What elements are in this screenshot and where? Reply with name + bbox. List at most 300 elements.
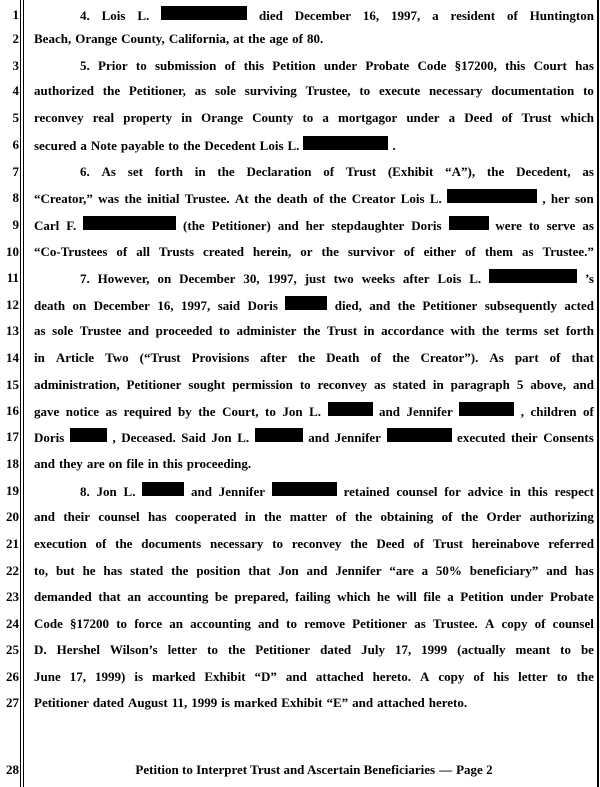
word: accounting xyxy=(190,616,251,631)
word: and xyxy=(257,616,279,631)
word: with xyxy=(450,323,476,338)
word: L. xyxy=(429,191,442,206)
text-line xyxy=(34,189,594,207)
word: Deed xyxy=(464,110,493,125)
word: his xyxy=(493,669,510,684)
word: Trustee. xyxy=(432,616,478,631)
word: has xyxy=(147,509,167,524)
word: Trustee.” xyxy=(542,244,594,259)
word: and xyxy=(572,377,594,392)
word: and xyxy=(306,563,328,578)
word: of xyxy=(323,164,335,179)
word: reconvey xyxy=(291,536,342,551)
word: Trustee, xyxy=(305,83,351,98)
word: execute xyxy=(378,83,421,98)
word: or xyxy=(300,244,313,259)
word: to xyxy=(286,616,297,631)
word: paragraph xyxy=(450,377,510,392)
text-line xyxy=(34,482,594,500)
redaction-box xyxy=(449,216,489,230)
word: of xyxy=(413,536,425,551)
word: “Creator,” xyxy=(34,191,93,206)
word: prepared, xyxy=(234,589,289,604)
word: real xyxy=(92,110,115,125)
word: documents xyxy=(141,536,202,551)
line-number: 2 xyxy=(12,31,19,46)
word: Creator xyxy=(351,191,396,206)
word: 50% xyxy=(435,563,462,578)
word: an xyxy=(127,589,142,604)
word: in xyxy=(194,164,206,179)
word: Wilson’s xyxy=(109,642,158,657)
word: “A”), xyxy=(445,164,476,179)
word: Petitioner xyxy=(352,616,408,631)
word: Carl xyxy=(34,218,60,233)
text-line xyxy=(34,6,594,24)
word: stated xyxy=(130,563,164,578)
word: Petitioner, xyxy=(128,83,186,98)
word: marked xyxy=(152,669,196,684)
word: in xyxy=(509,484,521,499)
word: part xyxy=(514,350,539,365)
text-line xyxy=(34,30,594,48)
word: Probate xyxy=(365,58,410,73)
word: on xyxy=(108,456,123,471)
word: be xyxy=(580,642,594,657)
word: the xyxy=(217,164,235,179)
word: by xyxy=(177,404,192,419)
footer-title: Petition to Interpret Trust and Ascertain Beneficiaries xyxy=(135,762,436,777)
word: in xyxy=(181,110,193,125)
word: A xyxy=(419,669,430,684)
word: “Co-Trustees xyxy=(34,244,108,259)
word: obtaining xyxy=(380,509,434,524)
word: Lois xyxy=(400,191,425,206)
word: Trust xyxy=(345,164,377,179)
word: that xyxy=(571,350,594,365)
word: the xyxy=(392,350,410,365)
word: stepdaughter xyxy=(331,218,405,233)
line-number: 10 xyxy=(6,244,19,259)
redaction-box xyxy=(142,482,184,496)
word: on xyxy=(72,298,87,313)
text-line xyxy=(34,588,594,606)
word: Two xyxy=(105,350,129,365)
word: §17200, xyxy=(454,58,497,73)
word: 16, xyxy=(157,298,174,313)
word: after xyxy=(260,350,287,365)
word: 17, xyxy=(69,669,86,684)
word: Jon xyxy=(96,484,117,499)
word: the xyxy=(198,404,216,419)
line-number: 28 xyxy=(6,762,19,777)
word: As xyxy=(489,350,504,365)
word: death xyxy=(276,191,308,206)
word: Exhibit xyxy=(204,669,246,684)
word: Deceased. xyxy=(121,430,176,445)
word: the xyxy=(321,244,339,259)
word: two xyxy=(333,271,354,286)
redaction-box xyxy=(255,428,303,442)
line-number: 20 xyxy=(6,509,19,524)
word: Doris xyxy=(34,430,65,445)
word: which xyxy=(337,589,371,604)
word: Code xyxy=(34,616,63,631)
word: D. xyxy=(34,642,47,657)
word: this xyxy=(527,484,548,499)
word: the xyxy=(397,298,415,313)
word: of xyxy=(441,509,453,524)
word: the xyxy=(253,191,272,206)
text-line xyxy=(34,57,594,75)
word: Doris xyxy=(247,298,278,313)
word: at xyxy=(233,31,244,46)
word: is xyxy=(221,695,230,710)
word: Court xyxy=(533,58,567,73)
word: to xyxy=(556,669,568,684)
word: and xyxy=(34,456,55,471)
word: and xyxy=(369,298,391,313)
word: Orange xyxy=(201,110,244,125)
line-number: 8 xyxy=(12,190,19,205)
word: of xyxy=(116,244,128,259)
line-number: 7 xyxy=(12,164,19,179)
word: son xyxy=(574,191,594,206)
word: Prior xyxy=(98,58,128,73)
word: letter xyxy=(167,642,198,657)
line-number: 22 xyxy=(6,563,19,578)
word: §17200 xyxy=(70,616,110,631)
word: resident xyxy=(450,8,496,23)
word: which xyxy=(560,110,594,125)
word: proceeded xyxy=(155,323,213,338)
word: Trustee. xyxy=(184,191,230,206)
line-number: 9 xyxy=(12,217,19,232)
word: as xyxy=(521,244,534,259)
line-number: 17 xyxy=(6,429,19,444)
text-line xyxy=(34,376,594,394)
word: and xyxy=(308,430,330,445)
word: 11, xyxy=(171,695,188,710)
word: her xyxy=(305,218,325,233)
word: L. xyxy=(469,271,482,286)
word: survivor xyxy=(347,244,395,259)
word: permission xyxy=(232,377,293,392)
word: to xyxy=(359,83,371,98)
word: created xyxy=(203,244,244,259)
word: a xyxy=(322,110,329,125)
word: Jennifer xyxy=(335,563,382,578)
word: the xyxy=(297,350,316,365)
redaction-box xyxy=(387,428,452,442)
word: the xyxy=(329,191,347,206)
text-line xyxy=(34,402,594,420)
word: children xyxy=(530,404,577,419)
word: retained xyxy=(343,484,390,499)
word: as xyxy=(194,83,207,98)
word: (actually xyxy=(457,642,506,657)
word: to xyxy=(207,642,218,657)
word: cooperated xyxy=(175,509,237,524)
word: the xyxy=(264,509,282,524)
word: necessary xyxy=(209,536,264,551)
word: all xyxy=(136,244,150,259)
word: he xyxy=(82,563,96,578)
word: Note xyxy=(90,138,117,153)
word: Petitioner xyxy=(255,642,311,657)
word: has xyxy=(575,563,594,578)
word: was xyxy=(98,191,120,206)
word: to xyxy=(135,58,147,73)
word: of xyxy=(465,244,476,259)
word: administration, xyxy=(34,377,120,392)
word: hereto. xyxy=(428,695,468,710)
word: (the xyxy=(183,218,205,233)
redaction-box xyxy=(83,216,176,230)
word: 1999) xyxy=(94,669,126,684)
word: reconvey xyxy=(34,110,84,125)
word: 1997, xyxy=(267,271,297,286)
word: to xyxy=(299,377,311,392)
word: submission xyxy=(154,58,217,73)
word: forth xyxy=(565,323,594,338)
text-line xyxy=(34,163,594,181)
redaction-box xyxy=(489,269,577,283)
word: death xyxy=(34,298,66,313)
word: stated xyxy=(392,377,426,392)
word: but xyxy=(55,563,75,578)
word: Lois xyxy=(437,271,462,286)
right-margin-rule xyxy=(597,0,599,787)
redaction-box xyxy=(328,402,373,416)
word: documentation xyxy=(491,83,575,98)
word: to xyxy=(265,404,276,419)
text-line xyxy=(34,455,594,473)
word: Jennifer xyxy=(334,430,381,445)
word: mortgagor xyxy=(338,110,398,125)
word: serve xyxy=(546,218,576,233)
word: set xyxy=(127,164,143,179)
word: accounting xyxy=(147,589,209,604)
word: December xyxy=(93,298,150,313)
word: August xyxy=(127,695,168,710)
word: to xyxy=(302,110,314,125)
text-line xyxy=(34,243,594,261)
word: Beach, xyxy=(34,31,72,46)
word: Creator”). xyxy=(420,350,479,365)
word: the xyxy=(460,509,479,524)
word: the xyxy=(247,31,266,46)
word: a xyxy=(432,8,439,23)
word: either xyxy=(423,244,457,259)
line-number: 5 xyxy=(12,110,19,125)
word: acted xyxy=(564,298,594,313)
text-line xyxy=(34,428,594,446)
word: 5. xyxy=(80,58,90,73)
word: referred xyxy=(548,536,594,551)
word: copy xyxy=(501,616,528,631)
word: Article xyxy=(55,350,95,365)
word: the xyxy=(576,669,594,684)
word: to xyxy=(116,616,128,631)
word: sole xyxy=(215,83,236,98)
word: file xyxy=(126,456,144,471)
word: a xyxy=(447,589,454,604)
word: Petitioner xyxy=(422,298,478,313)
word: the xyxy=(481,323,500,338)
word: Code xyxy=(417,58,447,73)
word: initial xyxy=(147,191,180,206)
word: Death xyxy=(326,350,360,365)
word: age xyxy=(269,31,289,46)
word: Exhibit xyxy=(281,695,323,710)
word: the xyxy=(303,323,321,338)
word: this xyxy=(243,58,265,73)
line-number: 3 xyxy=(12,58,19,73)
word: died, xyxy=(334,298,362,313)
word: Trusts xyxy=(158,244,195,259)
word: the xyxy=(486,164,505,179)
word: be xyxy=(214,589,228,604)
word: Probate xyxy=(550,589,594,604)
word: were xyxy=(495,218,522,233)
word: attached xyxy=(377,695,425,710)
word: Doris xyxy=(411,218,442,233)
word: Said xyxy=(181,430,206,445)
word: a xyxy=(80,138,87,153)
line-number: 18 xyxy=(6,456,19,471)
word: said xyxy=(217,298,241,313)
line-number: 25 xyxy=(6,642,19,657)
word: Petitioner xyxy=(34,695,89,710)
word: Orange xyxy=(75,31,118,46)
left-margin-rule-inner xyxy=(23,0,24,787)
word: Court, xyxy=(222,404,259,419)
word: the xyxy=(227,642,246,657)
word: under xyxy=(406,110,440,125)
word: ’s xyxy=(585,271,594,286)
word: and xyxy=(34,509,55,524)
redaction-box xyxy=(285,296,327,310)
word: , xyxy=(542,191,546,206)
word: , xyxy=(112,430,116,445)
word: As xyxy=(101,164,116,179)
word: just xyxy=(304,271,326,286)
word: Decedent, xyxy=(516,164,571,179)
redaction-box xyxy=(70,428,107,442)
word: “E” xyxy=(326,695,349,710)
word: of xyxy=(506,8,518,23)
line-number: 14 xyxy=(6,350,19,365)
word: is xyxy=(134,669,143,684)
word: will xyxy=(396,589,417,604)
word: property xyxy=(123,110,173,125)
word: them xyxy=(484,244,514,259)
word: this xyxy=(505,58,526,73)
word: of xyxy=(549,350,561,365)
word: Jon xyxy=(282,404,303,419)
text-line xyxy=(34,136,594,154)
word: this xyxy=(162,456,183,471)
text-line xyxy=(34,615,594,633)
word: gave xyxy=(34,404,60,419)
word: Hershel xyxy=(56,642,100,657)
word: the xyxy=(183,138,201,153)
word: Trust xyxy=(432,536,463,551)
word: a xyxy=(421,563,429,578)
word: 4. xyxy=(80,8,90,23)
word: that xyxy=(248,563,271,578)
word: payable xyxy=(120,138,165,153)
word: Declaration xyxy=(246,164,312,179)
word: died xyxy=(259,8,283,23)
word: At xyxy=(234,191,249,206)
word: Petition xyxy=(272,58,316,73)
word: of xyxy=(534,616,546,631)
word: failing xyxy=(295,589,331,604)
word: file xyxy=(423,589,441,604)
word: sole xyxy=(52,323,74,338)
word: Petitioner xyxy=(126,377,182,392)
word: L. xyxy=(309,404,322,419)
word: Jon xyxy=(278,563,299,578)
word: position xyxy=(196,563,241,578)
line-number: 27 xyxy=(6,695,19,710)
word: the xyxy=(354,509,373,524)
word: of xyxy=(224,58,236,73)
word: as xyxy=(105,404,118,419)
word: of xyxy=(335,509,347,524)
word: demanded xyxy=(34,589,92,604)
word: July xyxy=(361,642,385,657)
word: to xyxy=(560,642,571,657)
word: as xyxy=(582,218,594,233)
line-number: 15 xyxy=(6,377,19,392)
word: administer xyxy=(236,323,297,338)
word: 30, xyxy=(243,271,260,286)
page-footer xyxy=(34,761,594,779)
word: letter xyxy=(518,669,548,684)
word: he xyxy=(376,589,390,604)
word: dated xyxy=(92,695,124,710)
word: notice xyxy=(65,404,99,419)
word: beneficiary” xyxy=(469,563,539,578)
word: L. xyxy=(237,430,250,445)
redaction-box xyxy=(161,6,247,20)
word: respect xyxy=(554,484,594,499)
word: Trustee xyxy=(79,323,122,338)
word: has xyxy=(103,563,123,578)
word: Jon xyxy=(211,430,232,445)
word: in xyxy=(244,509,256,524)
line-number: 6 xyxy=(12,137,19,152)
word: Lois xyxy=(259,138,284,153)
word: to xyxy=(528,218,540,233)
word: necessary xyxy=(428,83,483,98)
word: on xyxy=(157,271,172,286)
word: 6. xyxy=(80,164,90,179)
text-line xyxy=(34,109,594,127)
word: marked xyxy=(233,695,278,710)
word: authorizing xyxy=(529,509,594,524)
text-line xyxy=(34,82,594,100)
left-margin-rule xyxy=(20,0,21,787)
word: copy xyxy=(438,669,465,684)
footer-page-number: Page 2 xyxy=(456,762,493,777)
word: in xyxy=(363,323,375,338)
word: However, xyxy=(97,271,150,286)
word: they xyxy=(58,456,83,471)
